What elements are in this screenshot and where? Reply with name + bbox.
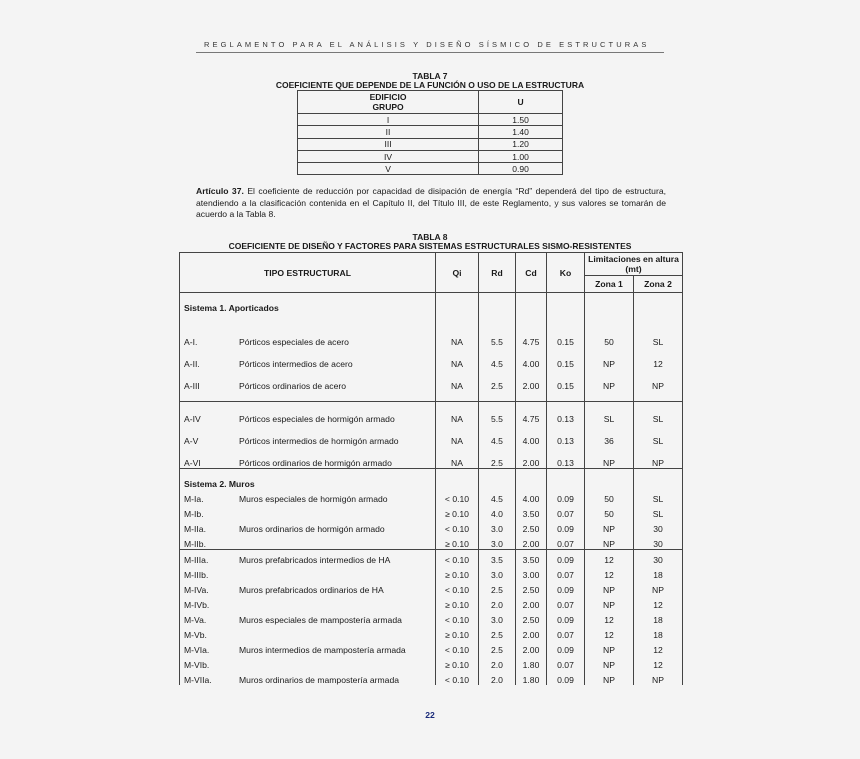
table8-system-label: Sistema 2. Muros [180, 469, 436, 490]
table8-cell-z1: 36 [585, 424, 634, 446]
table8-cell-cd: 3.50 [516, 550, 547, 566]
table8-empty-cell [634, 469, 683, 490]
table8-empty-cell [479, 469, 516, 490]
table8-row [180, 655, 683, 670]
table8-header-zona1: Zona 1 [585, 276, 634, 293]
table8-cell-qi: < 0.10 [436, 670, 479, 685]
table8-cell-z2: 18 [634, 625, 683, 640]
table8-cell-ko: 0.09 [547, 489, 585, 504]
table7-cell-u: 1.00 [479, 150, 563, 162]
table8-cell-code: A-II. [184, 359, 200, 369]
table8-cell-cd: 2.00 [516, 640, 547, 655]
table8-cell-qi: ≥ 0.10 [436, 504, 479, 519]
table7-cell-group: II [298, 126, 479, 138]
table8-cell-tipo [180, 595, 436, 610]
table8-cell-rd: 2.5 [479, 640, 516, 655]
table8-cell-rd: 3.0 [479, 565, 516, 580]
table8-empty-cell [436, 313, 479, 325]
table8-empty-cell [479, 313, 516, 325]
article-text: El coeficiente de reducción por capacidad de disipación de energía “Rd” dependerá del tipo de estructura, atendiendo a la clasificación contenida en el Capítulo II, del Título III, de este Reglamento, y sus valores se tomarán de acuerdo a la Tabla 8. [196, 186, 666, 220]
page-number: 22 [425, 710, 435, 720]
table7-cell-u: 1.40 [479, 126, 563, 138]
table7-header-u: U [479, 91, 563, 114]
table8-cell-desc: Muros prefabricados intermedios de HA [239, 555, 391, 565]
table8-header-tipo: TIPO ESTRUCTURAL [180, 253, 436, 293]
table8-cell-z1: SL [585, 402, 634, 425]
table8-empty-cell [180, 313, 436, 325]
table7-title: TABLA 7 [412, 71, 448, 81]
table8-cell-code: M-VIb. [184, 660, 210, 670]
table8-cell-code: M-Va. [184, 615, 207, 625]
table8-cell-z1: NP [585, 655, 634, 670]
table7 [297, 90, 563, 175]
table8-cell-z2: 12 [634, 347, 683, 369]
table8-row [180, 625, 683, 640]
table8-row [180, 504, 683, 519]
table8-cell-cd: 4.75 [516, 325, 547, 347]
table8-empty-cell [634, 293, 683, 314]
table8-cell-tipo [180, 670, 436, 685]
table8-cell-code: A-I. [184, 337, 198, 347]
table8-cell-ko: 0.09 [547, 580, 585, 595]
table8-header-qi: Qi [436, 253, 479, 293]
table8-cell-rd: 2.0 [479, 670, 516, 685]
table8-cell-tipo [180, 625, 436, 640]
table8-cell-desc: Muros especiales de hormigón armado [239, 494, 388, 504]
table7-cell-group: V [298, 163, 479, 175]
table8-cell-desc: Muros especiales de mampostería armada [239, 615, 402, 625]
table8-cell-cd: 2.50 [516, 580, 547, 595]
table8-cell-qi: ≥ 0.10 [436, 534, 479, 550]
table8-cell-rd: 3.0 [479, 610, 516, 625]
table8-cell-ko: 0.09 [547, 519, 585, 534]
table8-row [180, 402, 683, 425]
table8-cell-z1: NP [585, 534, 634, 550]
table8-cell-z1: NP [585, 580, 634, 595]
table7-header-group-line1: EDIFICIO [369, 92, 407, 102]
table8-cell-rd: 3.0 [479, 534, 516, 550]
table8-cell-ko: 0.09 [547, 670, 585, 685]
table8-title: TABLA 8 [412, 232, 448, 242]
table8-cell-ko: 0.09 [547, 610, 585, 625]
table8-empty-cell [479, 293, 516, 314]
table8-cell-rd: 2.0 [479, 655, 516, 670]
table8-cell-cd: 3.50 [516, 504, 547, 519]
table8-cell-z2: SL [634, 424, 683, 446]
table8-cell-z2: SL [634, 402, 683, 425]
table8-empty-cell [436, 469, 479, 490]
table8-row [180, 347, 683, 369]
table8-empty-cell [516, 293, 547, 314]
table8-cell-z2: SL [634, 489, 683, 504]
table8-empty-cell [585, 391, 634, 402]
running-header: REGLAMENTO PARA EL ANÁLISIS Y DISEÑO SÍSMICO DE ESTRUCTURAS [204, 40, 650, 49]
table8-cell-tipo [180, 325, 436, 347]
table8-cell-rd: 5.5 [479, 325, 516, 347]
table8-empty-cell [547, 313, 585, 325]
table8-cell-qi: < 0.10 [436, 610, 479, 625]
table7-row [298, 163, 563, 175]
table8-cell-ko: 0.07 [547, 565, 585, 580]
table8-cell-desc: Muros intermedios de mampostería armada [239, 645, 406, 655]
table8-cell-code: M-IVb. [184, 600, 210, 610]
table8-cell-desc: Muros prefabricados ordinarios de HA [239, 585, 384, 595]
table8-empty-cell [547, 293, 585, 314]
table8-cell-code: A-V [184, 436, 199, 446]
table8-cell-z1: NP [585, 519, 634, 534]
table8-cell-desc: Pórticos ordinarios de hormigón armado [239, 458, 392, 468]
table8-system-row [180, 293, 683, 314]
table7-cell-u: 0.90 [479, 163, 563, 175]
table8-row [180, 519, 683, 534]
table8-cell-cd: 1.80 [516, 670, 547, 685]
table8-cell-qi: NA [436, 424, 479, 446]
table8-cell-qi: < 0.10 [436, 550, 479, 566]
table8-cell-code: M-IIIa. [184, 555, 209, 565]
table8-cell-ko: 0.07 [547, 534, 585, 550]
table8-cell-cd: 4.75 [516, 402, 547, 425]
table8-cell-desc: Pórticos ordinarios de acero [239, 381, 346, 391]
table8-cell-cd: 4.00 [516, 424, 547, 446]
table8-empty-cell [516, 391, 547, 402]
table8-cell-code: M-Ia. [184, 494, 204, 504]
table8-empty-cell [547, 391, 585, 402]
table8-cell-z2: SL [634, 325, 683, 347]
table8-header-cd: Cd [516, 253, 547, 293]
table8-cell-qi: < 0.10 [436, 580, 479, 595]
table8-header-limit: Limitaciones en altura (mt) [585, 253, 683, 276]
table8-cell-rd: 2.5 [479, 580, 516, 595]
table8-cell-code: M-IIIb. [184, 570, 209, 580]
table8-cell-cd: 2.50 [516, 610, 547, 625]
table8-cell-ko: 0.15 [547, 369, 585, 391]
table8-cell-desc: Pórticos intermedios de hormigón armado [239, 436, 399, 446]
table8-cell-tipo [180, 347, 436, 369]
table8-cell-tipo [180, 402, 436, 425]
table8-row [180, 325, 683, 347]
table8-cell-z1: NP [585, 369, 634, 391]
table8-cell-ko: 0.13 [547, 446, 585, 469]
article-37-paragraph [196, 186, 666, 221]
table8-cell-qi: ≥ 0.10 [436, 565, 479, 580]
table8-row [180, 550, 683, 566]
table8-cell-tipo [180, 489, 436, 504]
table8-row [180, 534, 683, 550]
table8-cell-cd: 2.00 [516, 446, 547, 469]
table8-cell-code: M-IIb. [184, 539, 206, 549]
table8-empty-cell [436, 391, 479, 402]
table8-cell-ko: 0.07 [547, 595, 585, 610]
table8-cell-code: M-VIa. [184, 645, 210, 655]
table8-cell-z2: 18 [634, 565, 683, 580]
table7-header-group-line2: GRUPO [372, 102, 404, 112]
table8-cell-ko: 0.15 [547, 347, 585, 369]
table8-cell-code: M-Vb. [184, 630, 207, 640]
table7-cell-group: IV [298, 150, 479, 162]
table8-cell-tipo [180, 369, 436, 391]
table8-cell-z2: NP [634, 670, 683, 685]
table8-cell-z1: NP [585, 670, 634, 685]
table8-cell-z2: 12 [634, 640, 683, 655]
table8-empty-cell [585, 293, 634, 314]
table8-cell-tipo [180, 446, 436, 469]
table8-cell-z1: 12 [585, 610, 634, 625]
table7-subtitle: COEFICIENTE QUE DEPENDE DE LA FUNCIÓN O USO DE LA ESTRUCTURA [275, 80, 585, 90]
table8-cell-tipo [180, 640, 436, 655]
table8-cell-z1: NP [585, 595, 634, 610]
table8-cell-z2: 12 [634, 595, 683, 610]
table8-cell-z2: NP [634, 369, 683, 391]
table8-empty-cell [180, 391, 436, 402]
table8-cell-desc: Muros ordinarios de hormigón armado [239, 524, 385, 534]
table8-cell-rd: 4.5 [479, 347, 516, 369]
table8-row [180, 640, 683, 655]
table8-cell-rd: 2.5 [479, 369, 516, 391]
table8-system-row [180, 469, 683, 490]
table7-row [298, 150, 563, 162]
table8-cell-rd: 2.5 [479, 446, 516, 469]
table8-cell-z2: 30 [634, 550, 683, 566]
table8-cell-tipo [180, 565, 436, 580]
table8-empty-cell [516, 469, 547, 490]
table8-cell-ko: 0.07 [547, 504, 585, 519]
table8-cell-cd: 4.00 [516, 347, 547, 369]
table8-cell-z2: NP [634, 580, 683, 595]
table8-cell-code: M-IIa. [184, 524, 206, 534]
table8-empty-cell [585, 313, 634, 325]
table8-cell-cd: 2.00 [516, 369, 547, 391]
table8-cell-qi: < 0.10 [436, 640, 479, 655]
table8-row [180, 670, 683, 685]
table8-cell-cd: 2.00 [516, 595, 547, 610]
table8-cell-z1: NP [585, 446, 634, 469]
table8-cell-ko: 0.07 [547, 655, 585, 670]
table8-cell-z1: 50 [585, 489, 634, 504]
table8-cell-qi: < 0.10 [436, 489, 479, 504]
table8-cell-rd: 2.5 [479, 625, 516, 640]
table8-cell-z2: 18 [634, 610, 683, 625]
table8-empty-cell [634, 391, 683, 402]
table8-cell-tipo [180, 424, 436, 446]
table8-row [180, 489, 683, 504]
table8-cell-code: M-Ib. [184, 509, 204, 519]
table8-cell-tipo [180, 550, 436, 566]
table7-header-group [298, 91, 479, 114]
table8-cell-cd: 3.00 [516, 565, 547, 580]
table8-cell-qi: NA [436, 347, 479, 369]
header-rule [196, 52, 664, 53]
table8-cell-cd: 2.00 [516, 625, 547, 640]
table8-cell-rd: 5.5 [479, 402, 516, 425]
table7-cell-u: 1.20 [479, 138, 563, 150]
table8-cell-qi: NA [436, 369, 479, 391]
table8-empty-cell [547, 469, 585, 490]
table8-cell-code: A-III [184, 381, 200, 391]
table8-row [180, 424, 683, 446]
table8-cell-tipo [180, 610, 436, 625]
table8-cell-ko: 0.07 [547, 625, 585, 640]
table8-row [180, 580, 683, 595]
table8-cell-z2: 30 [634, 519, 683, 534]
table8-row [180, 446, 683, 469]
table8-cell-qi: ≥ 0.10 [436, 655, 479, 670]
table8-cell-qi: NA [436, 446, 479, 469]
table8-empty-cell [516, 313, 547, 325]
table8-cell-qi: ≥ 0.10 [436, 625, 479, 640]
table8-cell-desc: Muros ordinarios de mampostería armada [239, 675, 400, 685]
table8-cell-rd: 3.0 [479, 519, 516, 534]
table8-cell-z1: NP [585, 640, 634, 655]
table8-cell-cd: 2.00 [516, 534, 547, 550]
table8-cell-code: M-IVa. [184, 585, 209, 595]
table7-row [298, 126, 563, 138]
table8-cell-ko: 0.13 [547, 424, 585, 446]
table8-cell-desc: Pórticos especiales de acero [239, 337, 349, 347]
table8-spacer-row [180, 313, 683, 325]
article-label: Artículo 37. [196, 186, 244, 196]
table8-cell-qi: < 0.10 [436, 519, 479, 534]
table8-cell-z2: 12 [634, 655, 683, 670]
table8-cell-code: A-VI [184, 458, 201, 468]
table8-cell-cd: 1.80 [516, 655, 547, 670]
table8-cell-desc: Pórticos especiales de hormigón armado [239, 414, 395, 424]
table8-cell-code: A-IV [184, 414, 201, 424]
table8-cell-z2: NP [634, 446, 683, 469]
table8-cell-rd: 4.5 [479, 489, 516, 504]
table7-row [298, 138, 563, 150]
table8-body [180, 293, 683, 686]
table8-cell-rd: 4.5 [479, 424, 516, 446]
table8-cell-cd: 4.00 [516, 489, 547, 504]
table8-row [180, 595, 683, 610]
table8-empty-cell [585, 469, 634, 490]
table8-cell-rd: 3.5 [479, 550, 516, 566]
table8-cell-z1: NP [585, 347, 634, 369]
table8-header-ko: Ko [547, 253, 585, 293]
table8-cell-tipo [180, 580, 436, 595]
table8-cell-cd: 2.50 [516, 519, 547, 534]
table8-cell-tipo [180, 504, 436, 519]
table8-cell-ko: 0.09 [547, 550, 585, 566]
table8-subtitle: COEFICIENTE DE DISEÑO Y FACTORES PARA SISTEMAS ESTRUCTURALES SISMO-RESISTENTES [228, 241, 632, 251]
table7-body [298, 114, 563, 175]
table8 [179, 252, 683, 685]
table7-row [298, 114, 563, 126]
table8-cell-code: M-VIIa. [184, 675, 212, 685]
table8-cell-rd: 4.0 [479, 504, 516, 519]
table8-empty-cell [436, 293, 479, 314]
table8-cell-z2: SL [634, 504, 683, 519]
table8-row [180, 610, 683, 625]
table7-cell-group: I [298, 114, 479, 126]
table8-cell-qi: ≥ 0.10 [436, 595, 479, 610]
table8-cell-ko: 0.13 [547, 402, 585, 425]
table7-cell-u: 1.50 [479, 114, 563, 126]
table8-cell-z1: 50 [585, 325, 634, 347]
table8-header-rd: Rd [479, 253, 516, 293]
table8-cell-ko: 0.15 [547, 325, 585, 347]
table8-cell-desc: Pórticos intermedios de acero [239, 359, 353, 369]
table8-spacer-row [180, 391, 683, 402]
table8-cell-z1: 12 [585, 625, 634, 640]
table8-cell-z1: 50 [585, 504, 634, 519]
table8-cell-z2: 30 [634, 534, 683, 550]
table8-cell-ko: 0.09 [547, 640, 585, 655]
table8-cell-z1: 12 [585, 565, 634, 580]
table8-cell-qi: NA [436, 325, 479, 347]
table7-cell-group: III [298, 138, 479, 150]
table8-row [180, 369, 683, 391]
table8-row [180, 565, 683, 580]
table8-cell-tipo [180, 534, 436, 550]
table8-empty-cell [479, 391, 516, 402]
table8-empty-cell [634, 313, 683, 325]
table8-cell-tipo [180, 519, 436, 534]
table8-cell-z1: 12 [585, 550, 634, 566]
table8-system-label: Sistema 1. Aporticados [180, 293, 436, 314]
table8-cell-rd: 2.0 [479, 595, 516, 610]
table8-header-zona2: Zona 2 [634, 276, 683, 293]
table8-cell-tipo [180, 655, 436, 670]
table8-cell-qi: NA [436, 402, 479, 425]
